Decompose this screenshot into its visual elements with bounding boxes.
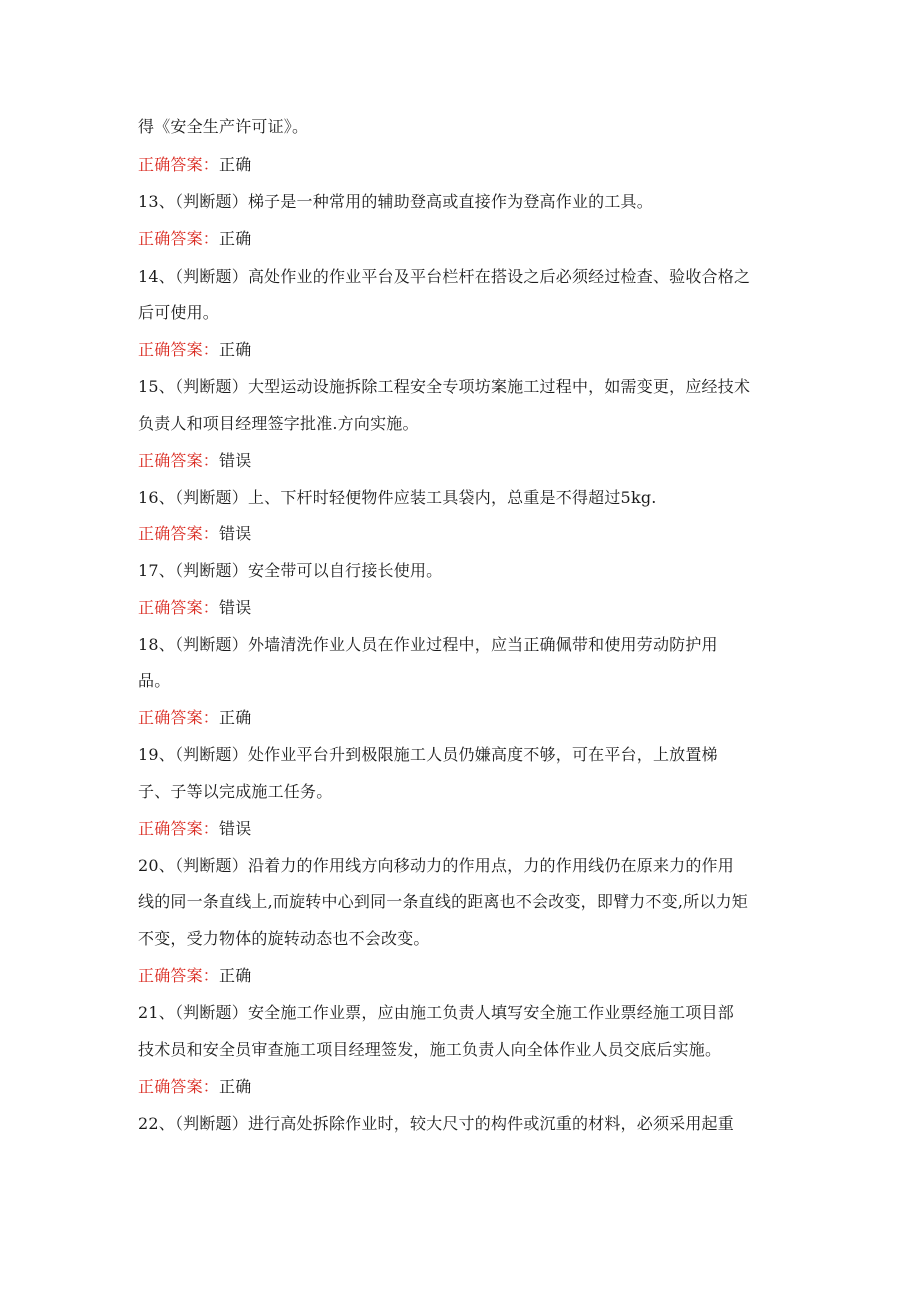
question-line: 线的同一条直线上,而旋转中心到同一条直线的距离也不会改变，即臂力不变,所以力矩 — [138, 892, 748, 911]
question-line: 20、（判断题）沿着力的作用线方向移动力的作用点，力的作用线仍在原来力的作用 — [138, 856, 734, 875]
answer-line — [138, 451, 788, 471]
question-line: 17、（判断题）安全带可以自行接长使用。 — [138, 561, 443, 580]
question-line: 16、（判断题）上、下杆时轻便物件应装工具袋内，总重是不得超过5kg. — [138, 488, 657, 507]
answer-line — [138, 229, 788, 249]
answer-label: 正确答案： — [138, 966, 220, 985]
answer-value: 正确 — [219, 340, 252, 359]
question-line: 21、（判断题）安全施工作业票，应由施工负责人填写安全施工作业票经施工项目部 — [138, 1003, 734, 1022]
question-line: 22、（判断题）进行高处拆除作业时，较大尺寸的构件或沉重的材料，必须采用起重 — [138, 1114, 734, 1133]
answer-value: 正确 — [219, 155, 252, 174]
answer-value: 正确 — [219, 708, 252, 727]
question-line: 19、（判断题）处作业平台升到极限施工人员仍嫌高度不够，可在平台，上放置梯 — [138, 745, 718, 764]
answer-label: 正确答案： — [138, 819, 220, 838]
question-line: 后可使用。 — [138, 303, 220, 322]
answer-value: 错误 — [219, 598, 252, 617]
answer-line — [138, 155, 788, 175]
answer-line — [138, 966, 788, 986]
question-line: 13、（判断题）梯子是一种常用的辅助登高或直接作为登高作业的工具。 — [138, 192, 653, 211]
answer-label: 正确答案： — [138, 155, 220, 174]
answer-value: 错误 — [219, 451, 252, 470]
answer-label: 正确答案： — [138, 451, 220, 470]
answer-value: 正确 — [219, 229, 252, 248]
answer-line — [138, 819, 788, 839]
answer-label: 正确答案： — [138, 340, 220, 359]
text-line: 得《安全生产许可证》。 — [138, 117, 309, 136]
question-line: 品。 — [138, 671, 171, 690]
answer-line — [138, 524, 788, 544]
answer-value: 正确 — [219, 966, 252, 985]
answer-value: 错误 — [219, 524, 252, 543]
answer-line — [138, 1077, 788, 1097]
answer-value: 错误 — [219, 819, 252, 838]
question-line: 负责人和项目经理签字批准.方向实施。 — [138, 414, 419, 433]
question-line: 子、子等以完成施工任务。 — [138, 782, 333, 801]
answer-line — [138, 598, 788, 618]
question-line: 不变，受力物体的旋转动态也不会改变。 — [138, 929, 430, 948]
question-line: 技术员和安全员审查施工项目经理签发，施工负责人向全体作业人员交底后实施。 — [138, 1040, 722, 1059]
answer-label: 正确答案： — [138, 524, 220, 543]
answer-label: 正确答案： — [138, 1077, 220, 1096]
question-line: 15、（判断题）大型运动设施拆除工程安全专项坊案施工过程中，如需变更，应经技术 — [138, 377, 751, 396]
question-line: 14、（判断题）高处作业的作业平台及平台栏杆在搭设之后必须经过检查、验收合格之 — [138, 267, 751, 286]
question-line: 18、（判断题）外墙清洗作业人员在作业过程中，应当正确佩带和使用劳动防护用 — [138, 635, 718, 654]
answer-line — [138, 340, 788, 360]
answer-label: 正确答案： — [138, 708, 220, 727]
answer-value: 正确 — [219, 1077, 252, 1096]
answer-label: 正确答案： — [138, 229, 220, 248]
answer-label: 正确答案： — [138, 598, 220, 617]
answer-line — [138, 708, 788, 728]
